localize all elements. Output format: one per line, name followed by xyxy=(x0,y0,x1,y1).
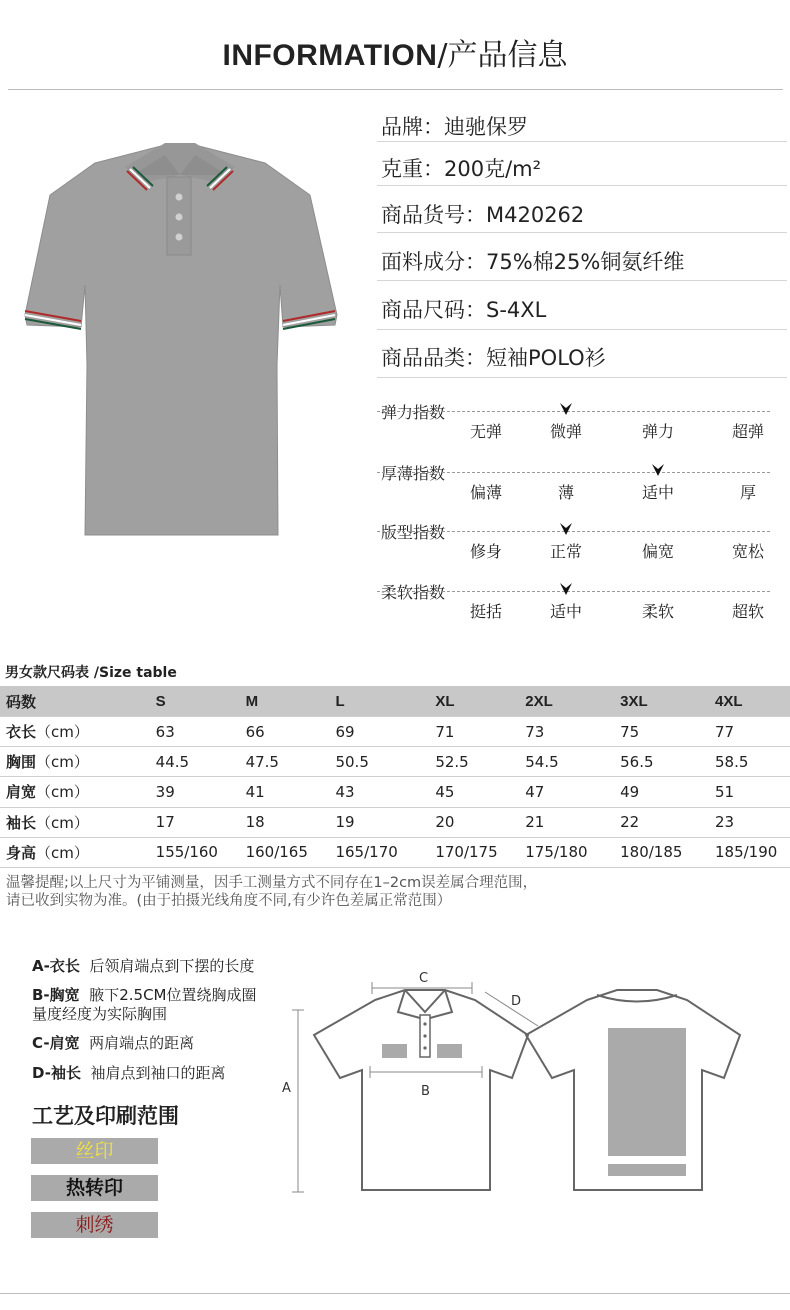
size-row-name: 肩宽 xyxy=(6,783,37,802)
index-option: 挺括 xyxy=(469,602,502,621)
index-marker-icon xyxy=(559,402,573,416)
attr-brand: 品牌：迪驰保罗 xyxy=(381,115,528,139)
size-cell: 39 xyxy=(156,777,246,807)
attr-fabric: 面料成分：75%棉25%铜氨纤维 xyxy=(381,250,685,274)
measure-a xyxy=(32,957,254,976)
measure-desc: 两肩端点的距离 xyxy=(89,1034,195,1052)
craft-heat-transfer xyxy=(31,1175,158,1201)
size-row-name: 身高 xyxy=(6,843,37,862)
size-header-cell: 3XL xyxy=(620,686,715,717)
size-cell: 47.5 xyxy=(246,747,336,777)
size-cell: 21 xyxy=(525,807,620,837)
title-cn: /产品信息 xyxy=(437,38,568,73)
measure-desc: 袖肩点到袖口的距离 xyxy=(90,1064,226,1082)
size-header-cell: 4XL xyxy=(715,686,790,717)
size-cell: 56.5 xyxy=(620,747,715,777)
size-row-unit: （cm） xyxy=(36,843,89,862)
size-cell: 170/175 xyxy=(435,837,525,867)
index-scale-line xyxy=(377,411,770,412)
attr-divider xyxy=(377,377,787,378)
print-area-left-chest xyxy=(382,1044,407,1058)
print-area-back-hem xyxy=(608,1164,686,1176)
size-cell: 20 xyxy=(435,807,525,837)
size-cell: 17 xyxy=(156,807,246,837)
size-cell: 71 xyxy=(435,717,525,747)
size-header-label: 码数 xyxy=(0,686,156,717)
attr-sku: 商品货号：M420262 xyxy=(381,203,585,227)
label-a: A xyxy=(282,1081,291,1096)
size-row-label xyxy=(0,837,156,867)
size-header-cell: S xyxy=(156,686,246,717)
index-label: 柔软指数 xyxy=(381,583,446,602)
title-divider xyxy=(8,89,783,90)
measure-key: B-胸宽 xyxy=(32,986,80,1004)
size-row-label xyxy=(0,777,156,807)
size-cell: 50.5 xyxy=(335,747,435,777)
index-option: 无弹 xyxy=(469,422,502,441)
index-label: 弹力指数 xyxy=(381,403,446,422)
size-cell: 43 xyxy=(335,777,435,807)
size-cell: 155/160 xyxy=(156,837,246,867)
size-cell: 58.5 xyxy=(715,747,790,777)
size-cell: 19 xyxy=(335,807,435,837)
index-label: 厚薄指数 xyxy=(381,464,446,483)
size-cell: 52.5 xyxy=(435,747,525,777)
size-cell: 77 xyxy=(715,717,790,747)
index-option: 正常 xyxy=(549,542,582,561)
index-option: 偏宽 xyxy=(641,542,674,561)
index-marker-icon xyxy=(651,463,665,477)
size-cell: 44.5 xyxy=(156,747,246,777)
size-table-header-row xyxy=(0,686,790,717)
index-option: 适中 xyxy=(549,602,582,621)
measure-d xyxy=(32,1064,226,1083)
size-row-unit: （cm） xyxy=(36,783,89,802)
print-area-right-chest xyxy=(437,1044,462,1058)
index-option: 薄 xyxy=(557,483,574,502)
size-row-label xyxy=(0,747,156,777)
size-cell: 160/165 xyxy=(246,837,336,867)
size-row-unit: （cm） xyxy=(36,753,89,772)
index-marker-icon xyxy=(559,522,573,536)
attr-divider xyxy=(377,232,787,233)
index-option: 修身 xyxy=(469,542,502,561)
size-header-cell: L xyxy=(335,686,435,717)
measure-b xyxy=(32,986,257,1024)
measure-desc-2: 量度经度为实际胸围 xyxy=(32,1005,168,1023)
craft-title: 工艺及印刷范围 xyxy=(32,1104,179,1128)
size-cell: 180/185 xyxy=(620,837,715,867)
attr-size: 商品尺码：S-4XL xyxy=(381,298,547,322)
index-marker-icon xyxy=(559,582,573,596)
index-option: 适中 xyxy=(641,483,674,502)
size-cell: 66 xyxy=(246,717,336,747)
measure-key: A-衣长 xyxy=(32,957,80,975)
measure-key: D-袖长 xyxy=(32,1064,81,1082)
size-row-unit: （cm） xyxy=(36,813,89,832)
bottom-divider xyxy=(0,1293,790,1294)
measure-desc: 后领肩端点到下摆的长度 xyxy=(89,957,255,975)
note-line-1: 温馨提醒;以上尺寸为平铺测量，因手工测量方式不同存在1–2cm误差属合理范围， xyxy=(6,875,538,891)
size-cell: 47 xyxy=(525,777,620,807)
size-row-name: 胸围 xyxy=(6,753,37,772)
size-note xyxy=(6,874,537,910)
measure-key: C-肩宽 xyxy=(32,1034,80,1052)
index-option: 弹力 xyxy=(641,422,674,441)
size-row-label xyxy=(0,807,156,837)
craft-label: 刺绣 xyxy=(75,1214,114,1236)
attr-category: 商品品类：短袖POLO衫 xyxy=(381,346,606,370)
index-option: 厚 xyxy=(739,483,756,502)
label-b: B xyxy=(421,1084,430,1099)
label-d: D xyxy=(511,994,522,1009)
craft-embroidery xyxy=(31,1212,158,1238)
size-cell: 185/190 xyxy=(715,837,790,867)
attr-weight: 克重：200克/m² xyxy=(381,157,542,181)
craft-silkscreen xyxy=(31,1138,158,1164)
print-area-back xyxy=(608,1028,686,1156)
title-en: INFORMATION xyxy=(222,39,438,72)
index-scale-line xyxy=(377,472,770,473)
measure-desc: 腋下2.5CM位置绕胸成圈 xyxy=(89,986,257,1004)
index-option: 微弹 xyxy=(549,422,582,441)
craft-label: 热转印 xyxy=(65,1177,123,1199)
label-c: C xyxy=(419,971,429,986)
size-cell: 45 xyxy=(435,777,525,807)
size-cell: 22 xyxy=(620,807,715,837)
size-row-unit: （cm） xyxy=(36,723,89,742)
size-cell: 18 xyxy=(246,807,336,837)
size-cell: 165/170 xyxy=(335,837,435,867)
measurement-diagram xyxy=(280,960,770,1200)
index-scale-line xyxy=(377,531,770,532)
size-cell: 63 xyxy=(156,717,246,747)
size-table-row xyxy=(0,747,790,777)
size-header-cell: 2XL xyxy=(525,686,620,717)
measure-c xyxy=(32,1034,194,1053)
size-cell: 175/180 xyxy=(525,837,620,867)
index-option: 偏薄 xyxy=(469,483,502,502)
craft-label: 丝印 xyxy=(75,1140,114,1162)
note-line-2: 请已收到实物为准。(由于拍摄光线角度不同,有少许色差属正常范围） xyxy=(6,893,452,909)
size-cell: 23 xyxy=(715,807,790,837)
size-header-cell: M xyxy=(246,686,336,717)
size-cell: 73 xyxy=(525,717,620,747)
attr-divider xyxy=(377,185,787,186)
product-image xyxy=(15,135,345,545)
size-row-name: 衣长 xyxy=(6,723,37,742)
index-option: 柔软 xyxy=(641,602,674,621)
size-table-row xyxy=(0,777,790,807)
attr-divider xyxy=(377,329,787,330)
size-cell: 54.5 xyxy=(525,747,620,777)
size-header-cell: XL xyxy=(435,686,525,717)
size-table-row xyxy=(0,717,790,747)
attr-divider xyxy=(377,280,787,281)
index-option: 超弹 xyxy=(731,422,764,441)
size-cell: 69 xyxy=(335,717,435,747)
index-option: 宽松 xyxy=(731,542,764,561)
index-option: 超软 xyxy=(731,602,764,621)
size-row-label xyxy=(0,717,156,747)
size-cell: 41 xyxy=(246,777,336,807)
size-cell: 49 xyxy=(620,777,715,807)
size-table-row xyxy=(0,837,790,867)
size-table-row xyxy=(0,807,790,837)
size-table-title: 男女款尺码表 /Size table xyxy=(5,665,177,681)
size-cell: 51 xyxy=(715,777,790,807)
size-table xyxy=(0,686,790,868)
size-row-name: 袖长 xyxy=(6,813,37,832)
index-scale-line xyxy=(377,591,770,592)
size-cell: 75 xyxy=(620,717,715,747)
attr-divider xyxy=(377,141,787,142)
index-label: 版型指数 xyxy=(381,523,446,542)
page-title xyxy=(0,30,790,74)
